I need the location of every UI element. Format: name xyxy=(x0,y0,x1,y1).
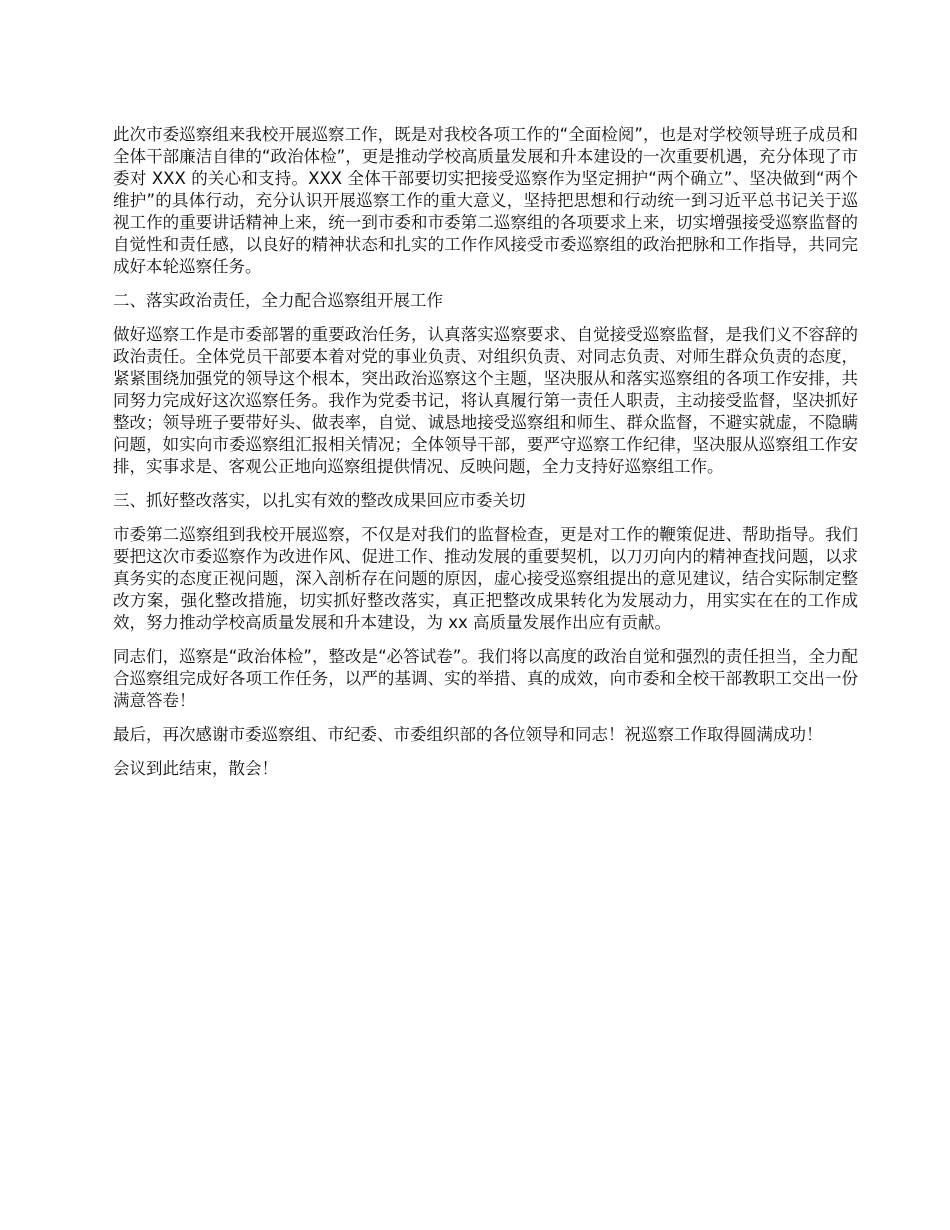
document-body xyxy=(113,124,858,792)
section-heading-2: 二、落实政治责任，全力配合巡察组开展工作 xyxy=(113,291,443,310)
closing-paragraph-3: 会议到此结束，散会！ xyxy=(113,759,278,778)
section-2-paragraph: 做好巡察工作是市委部署的重要政治任务，认真落实巡察要求、自觉接受巡察监督，是我们义不容辞的政治责任。全体党员干部要本着对党的事业负责、对组织负责、对同志负责、对师生群众负责的态度，紧紧围绕加强党的领导这个根本，突出政治巡察这个主题，坚决服从和落实巡察组的各项工作安排，共同努力完成好这次巡察任务。我作为党委书记，将认真履行第一责任人职责，主动接受监督，坚决抓好整改；领导班子要带好头、做表率，自觉、诚恳地接受巡察组和师生、群众监督，不避实就虚，不隐瞒问题，如实向市委巡察组汇报相关情况；全体领导干部，要严守巡察工作纪律，坚决服从巡察组工作安排，实事求是、客观公正地向巡察组提供情况、反映问题，全力支持好巡察组工作。 xyxy=(113,325,858,476)
section-heading-3: 三、抓好整改落实，以扎实有效的整改成果回应市委关切 xyxy=(113,491,526,510)
intro-paragraph: 此次市委巡察组来我校开展巡察工作，既是对我校各项工作的“全面检阅”，也是对学校领导班子成员和全体干部廉洁自律的“政治体检”，更是推动学校高质量发展和升本建设的一次重要机遇，充分体现了市委对 XXX 的关心和支持。XXX 全体干部要切实把接受巡察作为坚定拥护“两个确立”、坚决做到“两个维护”的具体行动，充分认识开展巡察工作的重大意义，坚持把思想和行动统一到习近平总书记关于巡视工作的重要讲话精神上来，统一到市委和市委第二巡察组的各项要求上来，切实增强接受巡察监督的自觉性和责任感，以良好的精神状态和扎实的工作作风接受市委巡察组的政治把脉和工作指导，共同完成好本轮巡察任务。 xyxy=(113,125,858,276)
section-3-paragraph: 市委第二巡察组到我校开展巡察，不仅是对我们的监督检查，更是对工作的鞭策促进、帮助指导。我们要把这次市委巡察作为改进作风、促进工作、推动发展的重要契机，以刀刃向内的精神查找问题，以求真务实的态度正视问题，深入剖析存在问题的原因，虚心接受巡察组提出的意见建议，结合实际制定整改方案，强化整改措施，切实抓好整改落实，真正把整改成果转化为发展动力，用实实在在的工作成效，努力推动学校高质量发展和升本建设，为 xx 高质量发展作出应有贡献。 xyxy=(113,525,858,632)
closing-paragraph-2: 最后，再次感谢市委巡察组、市纪委、市委组织部的各位领导和同志！祝巡察工作取得圆满成功！ xyxy=(113,725,823,744)
closing-paragraph-1: 同志们，巡察是“政治体检”，整改是“必答试卷”。我们将以高度的政治自觉和强烈的责任担当，全力配合巡察组完成好各项工作任务，以严的基调、实的举措、真的成效，向市委和全校干部教职工交出一份满意答卷！ xyxy=(113,647,858,710)
